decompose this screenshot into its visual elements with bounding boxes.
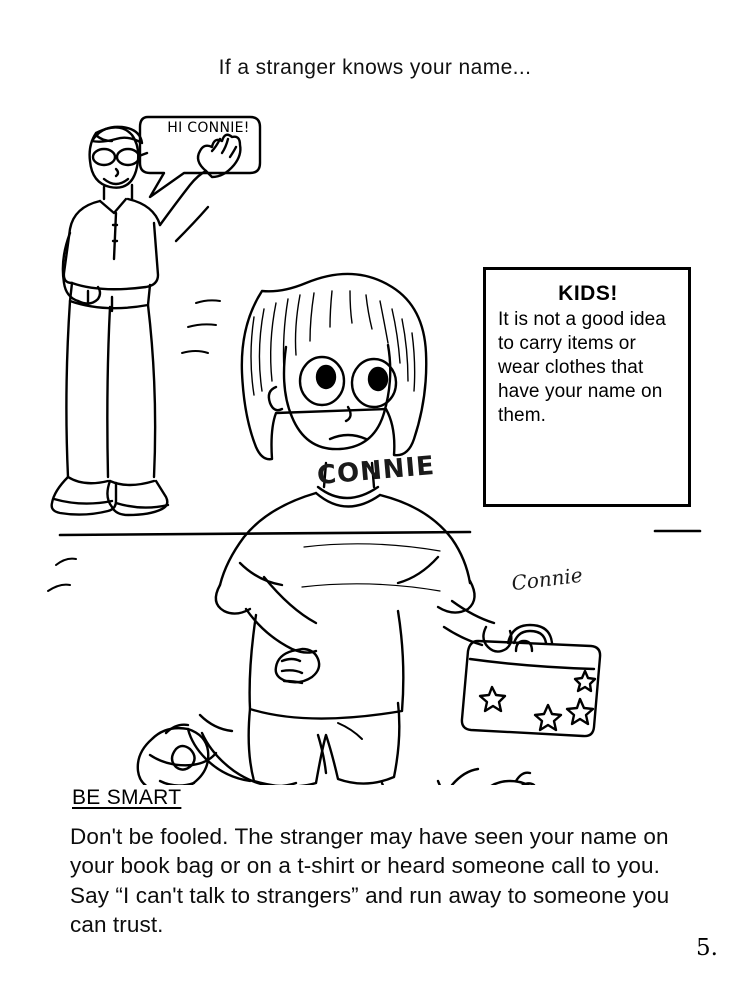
sign-body: It is not a good idea to carry items or wear clothes that have your name on them. — [498, 309, 666, 426]
ground-line — [60, 532, 470, 535]
sign-title: KIDS! — [558, 282, 618, 305]
lunchbox-name-label: Connie — [510, 562, 584, 596]
page-title: If a stranger knows your name... — [218, 56, 532, 79]
shirt-lettering-guide — [302, 544, 440, 591]
be-smart-heading: BE SMART — [72, 786, 182, 809]
speech-bubble-text: HI CONNIE! — [167, 120, 250, 136]
kids-advice-sign — [483, 267, 691, 507]
shirt-name-label: CONNIE — [315, 450, 437, 492]
stranger-man-figure — [52, 127, 241, 515]
lunchbox — [462, 625, 600, 736]
page-number: 5. — [696, 935, 718, 961]
body-paragraph: Don't be fooled. The stranger may have seen your name on your book bag or on a t-shirt or heard someone call to you. Say “I can't talk to strangers” and run away to someone you can trust. — [70, 824, 670, 937]
